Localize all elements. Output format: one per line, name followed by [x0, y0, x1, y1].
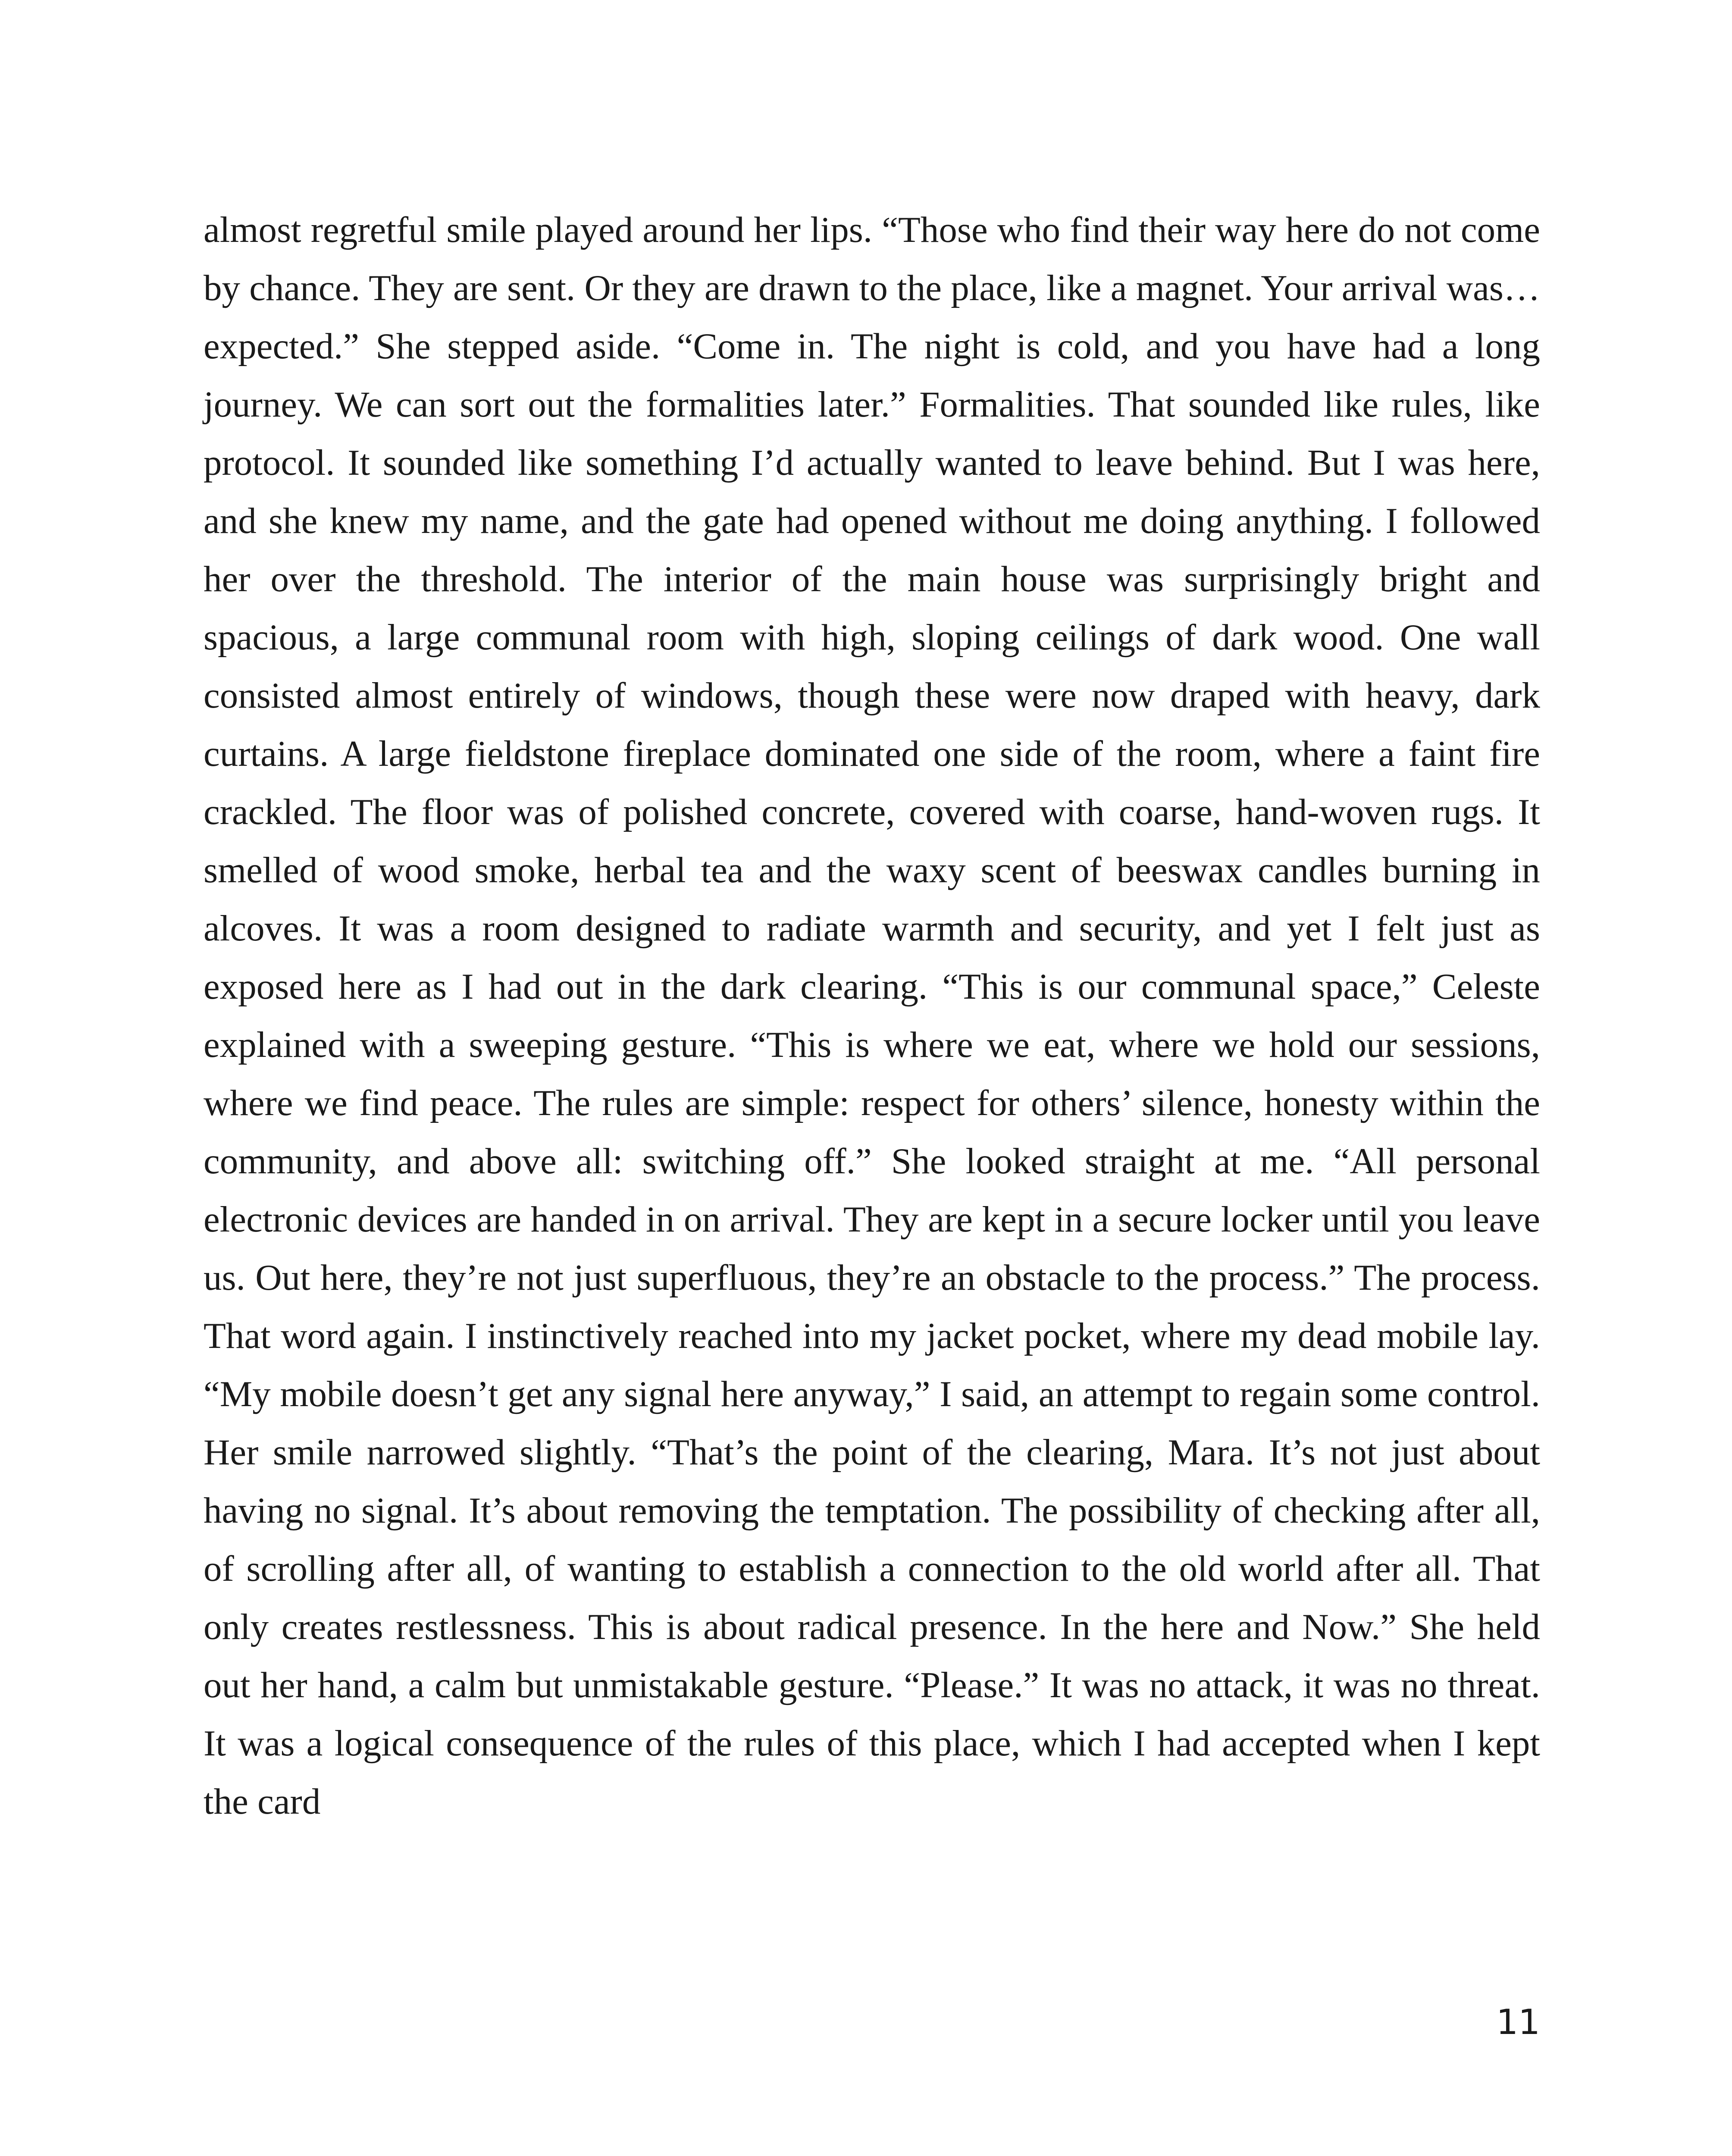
body-paragraph: almost regretful smile played around her lips. “Those who find their way here do not come by chance. They are sent. Or they are drawn to the place, like a magnet. Your arrival was… expected.” She stepped aside. “Come in. The night is cold, and you have had a long journey. We can sort out the formalities later.” Formalities. That sounded like rules, like protocol. It sounded like something I’d actually wanted to leave behind. But I was here, and she knew my name, and the gate had opened without me doing anything. I followed her over the threshold. The interior of the main house was surprisingly bright and spacious, a large communal room with high, sloping ceilings of dark wood. One wall consisted almost entirely of windows, though these were now draped with heavy, dark curtains. A large fieldstone fireplace dominated one side of the room, where a faint fire crackled. The floor was of polished concrete, covered with coarse, hand-woven rugs. It smelled of wood smoke, herbal tea and the waxy scent of beeswax candles burning in alcoves. It was a room designed to radiate warmth and security, and yet I felt just as exposed here as I had out in the dark clearing. “This is our communal space,” Celeste explained with a sweeping gesture. “This is where we eat, where we hold our sessions, where we find peace. The rules are simple: respect for others’ silence, honesty within the community, and above all: switching off.” She looked straight at me. “All personal electronic devices are handed in on arrival. They are kept in a secure locker until you leave us. Out here, they’re not just superfluous, they’re an obstacle to the process.” The process. That word again. I instinctively reached into my jacket pocket, where my dead mobile lay. “My mobile doesn’t get any signal here anyway,” I said, an attempt to regain some control. Her smile narrowed slightly. “That’s the point of the clearing, Mara. It’s not just about having no signal. It’s about removing the temptation. The possibility of checking after all, of scrolling after all, of wanting to establish a connection to the old world after all. That only creates restlessness. This is about radical presence. In the here and Now.” She held out her hand, a calm but unmistakable gesture. “Please.” It was no attack, it was no threat. It was a logical consequence of the rules of this place, which I had accepted when I kept the card — [204, 210, 1540, 1822]
page-number: 11 — [1496, 2002, 1540, 2042]
